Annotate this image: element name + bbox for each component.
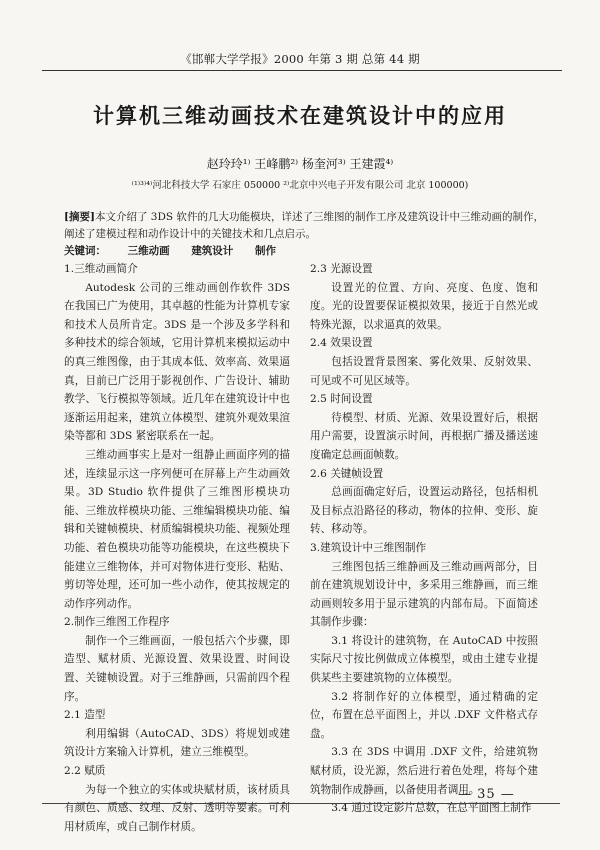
- subsection-heading: 2.6 关键帧设置: [310, 467, 384, 480]
- keywords-label: 关键词：: [64, 245, 106, 257]
- subsection-heading: 2.2 赋质: [64, 765, 106, 778]
- right-column: [310, 260, 538, 818]
- paragraph: 包括设置背景图案、雾化效果、反射效果、可见或不可见区域等。: [310, 355, 538, 387]
- subsection-heading: 2.1 造型: [64, 709, 106, 722]
- section-heading: 3.建筑设计中三维图制作: [310, 541, 427, 554]
- abstract-label: [摘要]: [64, 211, 95, 223]
- paragraph: Autodesk 公司的三维动画创作软件 3DS 在我国已广为使用，其卓越的性能为计算机专家和技术人员所肯定。3DS 是一个涉及多学科和多种技术的综合领域，它用计算机来模拟运动中的真三维图像，由于其成本低、效率高、效果逼真，目前已广泛用于影视创作、广告设计、辅助教学、飞行模拟等领域。近几年在建筑设计中也逐渐运用起来，建筑立体模型、建筑外观效果渲染等都和 3DS 紧密联系在一起。: [64, 281, 290, 443]
- affiliations: ⁽¹⁾³⁾⁴⁾河北科技大学 石家庄 050000 ²⁾北京中兴电子开发有限公司 北京 100000): [131, 180, 469, 191]
- abstract-text: 本文介绍了 3DS 软件的几大功能模块，详述了三维图的制作工序及建筑设计中三维动画的制作，阐述了建模过程和动作设计中的关键技术和几点启示。: [64, 211, 545, 240]
- abstract: [64, 209, 544, 243]
- paragraph: 三维图包括三维静画及三维动画两部分，目前在建筑规划设计中，多采用三维静画，而三维动画则较多用于显示建筑的内部布局。下面简述其制作步骤：: [310, 560, 538, 629]
- section-heading: 2.制作三维图工作程序: [64, 616, 170, 629]
- paragraph: 3.3 在 3DS 中调用 .DXF 文件，给建筑物赋材质，设光源，然后进行着色处理，将每个建筑物制作成静画，以备使用者调用。: [310, 746, 538, 796]
- keyword-item: 三维动画: [127, 245, 170, 257]
- paragraph: 利用编辑（AutoCAD、3DS）将规划或建筑设计方案输入计算机，建立三维模型。: [64, 727, 290, 759]
- footer-rule: [42, 803, 560, 804]
- paragraph: 设置光的位置、方向、亮度、色度、饱和度。光的设置要保证模拟效果，接近于自然光或特殊光源，以求逼真的效果。: [310, 281, 538, 331]
- left-column: [64, 260, 290, 836]
- author-list: 赵玲玲¹⁾ 王峰鹏²⁾ 杨奎河³⁾ 王建霞⁴⁾: [206, 157, 394, 171]
- subsection-heading: 2.5 时间设置: [310, 393, 373, 406]
- keyword-item: 建筑设计: [191, 245, 234, 257]
- paragraph: 制作一个三维画面，一般包括六个步骤，即造型、赋材质、光源设置、效果设置、时间设置、关键帧设置。对于三维静画，只需前四个程序。: [64, 634, 290, 703]
- paragraph: 为每一个独立的实体或块赋材质，该材质具有颜色、质感、纹理、反射、透明等要素。可利用材质库，或自己制作材质。: [64, 783, 290, 833]
- paragraph: 三维动画事实上是对一组静止画面序列的描述，连续显示这一序列便可在屏幕上产生动画效果。3D Studio 软件提供了三维图形模块功能、三维放样模块功能、三维编辑模块功能、编辑和关键帧模块、材质编辑模块功能、视频处理功能、着色模块功能等功能模块，在这些模块下能建立三维物体，并可对物体进行变形、粘贴、剪切等处理，还可加一些小动作，使其按规定的动作序列动作。: [64, 448, 290, 610]
- paragraph: 总画面确定好后，设置运动路径，包括相机及目标点沿路径的移动，物体的拉伸、变形、旋转、移动等。: [310, 486, 538, 536]
- paragraph: 待模型、材质、光源、效果设置好后，根据用户需要，设置演示时间，再根据广播及播送速度确定总画面帧数。: [310, 411, 538, 461]
- subsection-heading: 2.3 光源设置: [310, 263, 373, 275]
- paragraph: 3.1 将设计的建筑物，在 AutoCAD 中按照实际尺寸按比例做成立体模型，或由土建专业提供某些主要建筑物的立体模型。: [310, 634, 538, 685]
- keywords: [64, 243, 294, 258]
- journal-header: 《邯郸大学学报》2000 年第 3 期 总第 44 期: [180, 52, 420, 66]
- header-rule: [42, 70, 562, 71]
- page-number: — 35 —: [458, 787, 515, 802]
- article-title: 计算机三维动画技术在建筑设计中的应用: [93, 103, 507, 128]
- subsection-heading: 2.4 效果设置: [310, 337, 373, 350]
- paragraph: 3.2 将制作好的立体模型，通过精确的定位，布置在总平面图上，并以 .DXF 文件格式存盘。: [310, 690, 538, 740]
- paragraph: 3.4 通过设定影片总数，在总平面图上制作: [331, 802, 532, 815]
- keyword-item: 制作: [254, 245, 276, 257]
- section-heading: 1.三维动画简介: [64, 263, 138, 275]
